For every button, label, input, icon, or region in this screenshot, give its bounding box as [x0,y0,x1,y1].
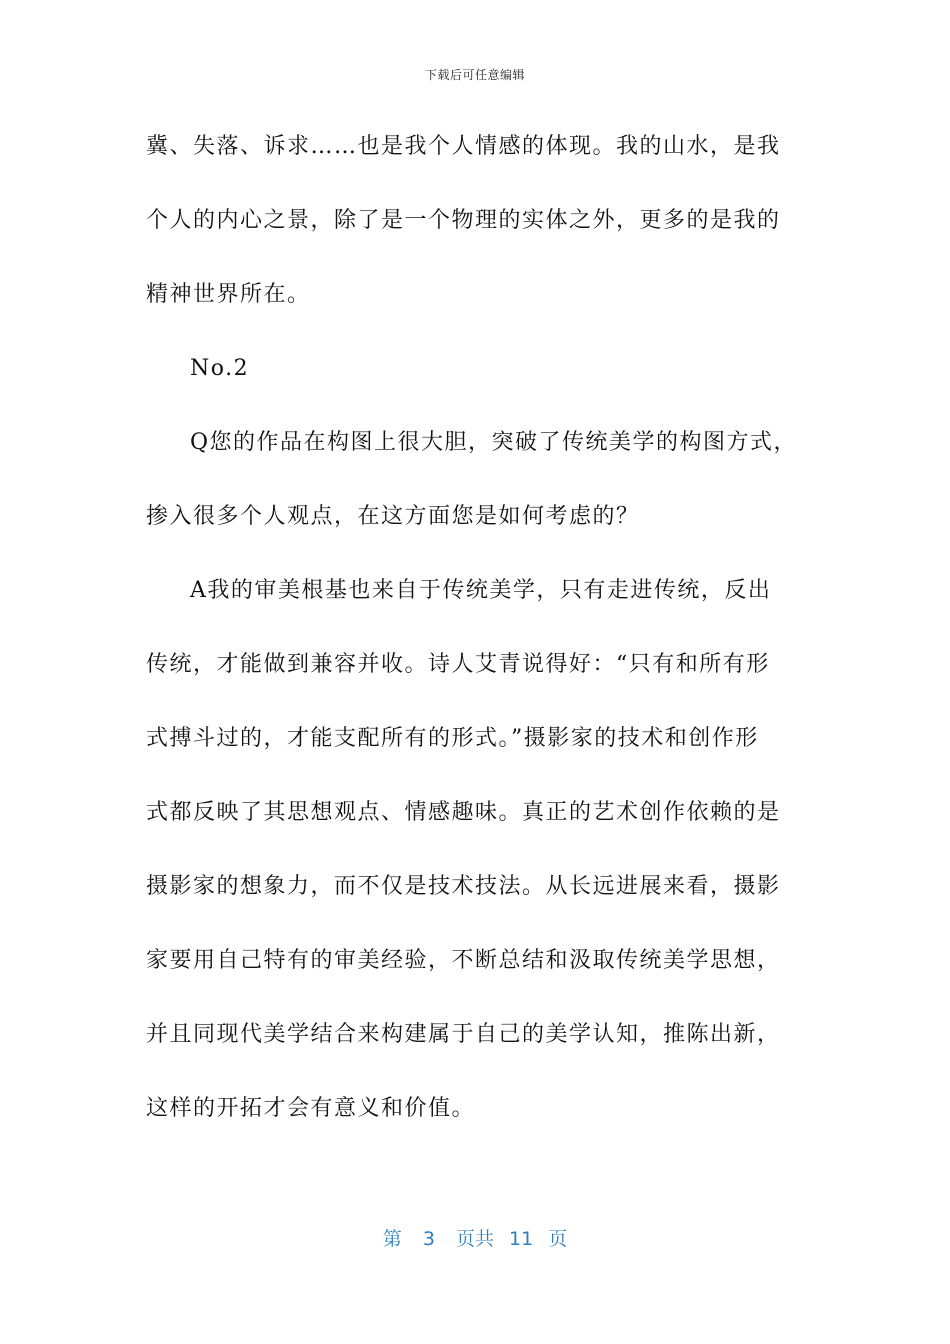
question-paragraph-line: Q您的作品在构图上很大胆，突破了传统美学的构图方式， [190,430,798,455]
answer-paragraph-line: 式搏斗过的，才能支配所有的形式。”摄影家的技术和创作形 [146,726,759,751]
document-body [146,122,806,1158]
page-header: 下载后可任意编辑 [424,68,525,82]
body-line: 个人的内心之景，除了是一个物理的实体之外，更多的是我的 [146,208,781,233]
answer-paragraph-line: 家要用自己特有的审美经验，不断总结和汲取传统美学思想， [146,948,781,973]
answer-paragraph-line: 传统，才能做到兼容并收。诗人艾青说得好：“只有和所有形 [146,652,770,677]
answer-paragraph-line: 并且同现代美学结合来构建属于自己的美学认知，推陈出新， [146,1022,781,1047]
page-footer [0,1224,950,1251]
section-number: No.2 [190,356,250,381]
body-line: 精神世界所在。 [146,282,311,307]
answer-paragraph-line: A我的审美根基也来自于传统美学，只有走进传统，反出 [190,578,772,603]
answer-paragraph-line: 式都反映了其思想观点、情感趣味。真正的艺术创作依赖的是 [146,800,781,825]
answer-paragraph-line: 摄影家的想象力，而不仅是技术技法。从长远进展来看，摄影 [146,874,781,899]
question-paragraph-line: 掺入很多个人观点，在这方面您是如何考虑的？ [146,504,640,529]
answer-paragraph-line: 这样的开拓才会有意义和价值。 [146,1096,476,1121]
footer-prefix: 第 [382,1228,402,1250]
total-pages-number: 11 [509,1228,534,1250]
body-line: 冀、失落、诉求……也是我个人情感的体现。我的山水，是我 [146,134,781,159]
footer-suffix: 页 [548,1228,568,1250]
footer-middle: 页共 [455,1228,494,1250]
current-page-number: 3 [422,1228,435,1250]
